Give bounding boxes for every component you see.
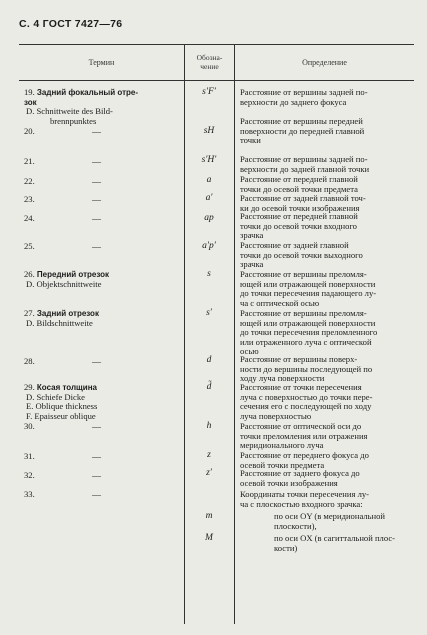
definition-cell: Расстояние от переднего фокуса до осевой точки предмета (240, 450, 369, 470)
table-row: 21. (24, 156, 35, 166)
definition-cell: Расстояние от передней главной точки до осевой точки предмета (240, 174, 358, 194)
table-header-rule (19, 80, 414, 81)
table-row: 23. (24, 194, 35, 204)
table-row: 33. (24, 489, 35, 499)
symbol-cell: d (206, 355, 212, 365)
dash-mark: — (92, 242, 101, 252)
dash-mark: — (92, 490, 101, 500)
table-row: 28. (24, 356, 35, 366)
definition-cell: Расстояние от точки пересечения луча с поверхностью до точки пере- сечения его с последующей по ходу луча поверхностью (240, 382, 373, 421)
table-row: 20. (24, 126, 35, 136)
column-divider-1 (184, 44, 185, 624)
symbol-cell: M (205, 533, 213, 543)
table-row: 32. (24, 470, 35, 480)
page-header: С. 4 ГОСТ 7427—76 (19, 18, 123, 30)
column-header-definition: Определение (302, 58, 347, 67)
dash-mark: — (92, 127, 101, 137)
definition-cell: Расстояние от вершины задней по- верхности до задней главной точки (240, 154, 370, 174)
table-row: 24. (24, 213, 35, 223)
dash-mark: — (92, 452, 101, 462)
symbol-cell: s′F′ (202, 87, 216, 97)
dash-mark: — (92, 177, 101, 187)
definition-cell: Расстояние от вершины преломля- ющей или отражающей поверхности до точки пересечения преломленного или отраженного луча с оптической осью (240, 308, 378, 357)
table-row: 19. Задний фокальный отре- зок D. Schnittweite des Bild- brennpunktes (24, 87, 138, 126)
definition-cell: Расстояние от вершины задней по- верхности до заднего фокуса (240, 87, 368, 107)
column-header-term: Термин (88, 58, 115, 67)
table-row: 30. (24, 421, 35, 431)
definition-cell: Расстояние от передней главной точки до осевой точки входного зрачка (240, 211, 358, 241)
symbol-cell: ap (204, 213, 214, 223)
dash-mark: — (92, 422, 101, 432)
definition-cell: Расстояние от задней главной точ- ки до осевой точки изображения (240, 193, 366, 213)
dash-mark: — (92, 195, 101, 205)
definition-cell: Расстояние от вершины передней поверхности до передней главной точки (240, 116, 365, 146)
table-row: 26. Передний отрезок D. Objektschnittweite (24, 269, 110, 289)
definition-cell: Расстояние от оптической оси до точки преломления или отражения меридионального луча (240, 421, 368, 451)
dash-mark: — (92, 214, 101, 224)
symbol-cell: z (207, 450, 211, 460)
table-row: 22. (24, 176, 35, 186)
symbol-cell: s′H′ (201, 155, 217, 165)
symbol-cell: h (206, 421, 212, 431)
definition-cell: Расстояние от задней главной точки до осевой точки выходного зрачка (240, 240, 363, 270)
table-row: 27. Задний отрезок D. Bildschnittweite (24, 308, 99, 328)
table-row: 31. (24, 451, 35, 461)
symbol-cell: z′ (206, 468, 212, 478)
symbol-cell: d̃ (206, 382, 212, 392)
symbol-cell: a (206, 175, 212, 185)
definition-cell: по оси OY (в меридиональной плоскости), (274, 511, 386, 531)
symbol-cell: a′p′ (202, 241, 216, 251)
symbol-cell: s (207, 269, 211, 279)
dash-mark: — (92, 471, 101, 481)
symbol-cell: m (205, 511, 213, 521)
symbol-cell: sH (203, 126, 215, 136)
symbol-cell: a′ (205, 193, 213, 203)
table-top-rule (19, 44, 414, 45)
table-row: 25. (24, 241, 35, 251)
definition-cell: Расстояние от заднего фокуса до осевой точки изображения (240, 468, 360, 488)
table-row: 29. Косая толщина D. Schiefe Dicke E. Oblique thickness F. Epaisseur oblique (24, 382, 98, 421)
definition-cell: Расстояние от вершины поверх- ности до вершины последующей по ходу луча поверхности (240, 354, 373, 384)
definition-cell: Расстояние от вершины преломля- ющей или отражающей поверхности до точки пересечения падающего лу- ча с оптической осью (240, 269, 377, 308)
dash-mark: — (92, 357, 101, 367)
dash-mark: — (92, 157, 101, 167)
column-divider-2 (234, 44, 235, 624)
column-header-symbol: Обозна- чение (196, 53, 223, 71)
definition-cell: по оси OX (в сагиттальной плос- кости) (274, 533, 396, 553)
definition-cell: Координаты точки пересечения лу- ча с плоскостью входного зрачка: (240, 489, 370, 509)
symbol-cell: s′ (206, 308, 212, 318)
